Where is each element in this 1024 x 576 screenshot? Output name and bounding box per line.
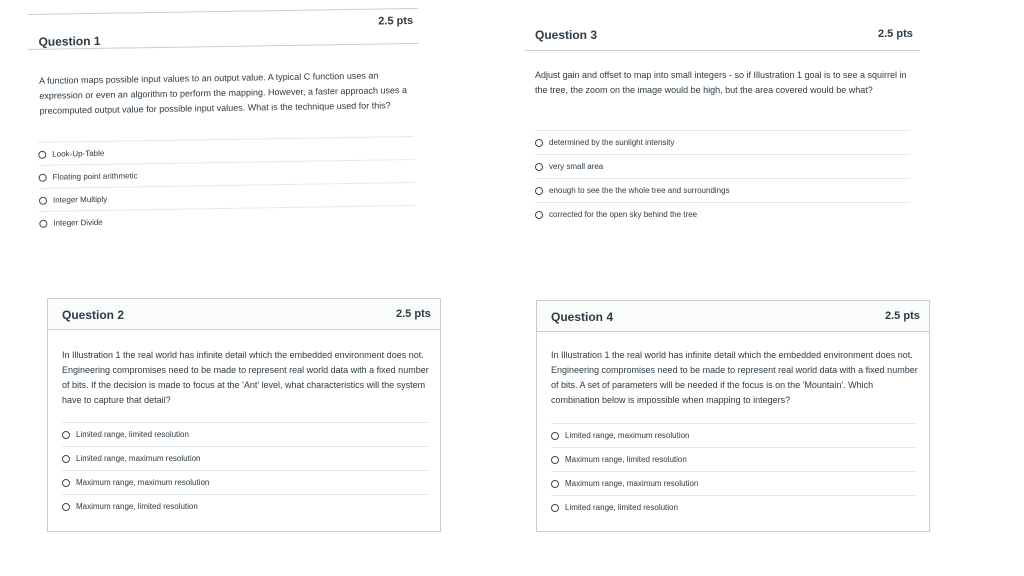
question-points: 2.5 pts — [378, 14, 414, 28]
answer-option[interactable] — [551, 495, 917, 519]
radio-icon[interactable] — [535, 163, 543, 171]
radio-icon[interactable] — [62, 503, 70, 511]
answer-label: Limited range, maximum resolution — [565, 431, 690, 440]
question-header — [537, 301, 929, 332]
answer-option[interactable] — [551, 471, 917, 495]
question-points: 2.5 pts — [396, 308, 431, 320]
answer-label: enough to see the the whole tree and surroundings — [549, 186, 730, 195]
radio-icon[interactable] — [551, 432, 559, 440]
answer-label: Maximum range, maximum resolution — [565, 479, 699, 488]
question-points: 2.5 pts — [878, 28, 913, 40]
question-title: Question 3 — [535, 28, 598, 42]
answer-label: very small area — [549, 162, 604, 171]
answer-label: Limited range, limited resolution — [76, 430, 189, 439]
radio-icon[interactable] — [535, 139, 543, 147]
answer-option[interactable] — [535, 130, 910, 154]
answer-label: Maximum range, limited resolution — [565, 455, 687, 464]
radio-icon[interactable] — [551, 480, 559, 488]
radio-icon[interactable] — [38, 150, 46, 158]
radio-icon[interactable] — [62, 431, 70, 439]
radio-icon[interactable] — [551, 504, 559, 512]
radio-icon[interactable] — [535, 187, 543, 195]
question-header — [48, 299, 440, 330]
answer-label: Integer Multiply — [52, 194, 108, 205]
answer-option[interactable] — [535, 202, 910, 226]
answer-options — [62, 422, 428, 522]
answer-option[interactable] — [551, 423, 917, 447]
question-4-card — [536, 300, 930, 532]
answer-option[interactable] — [62, 494, 428, 518]
radio-icon[interactable] — [39, 219, 47, 227]
question-title: Question 4 — [551, 310, 614, 324]
answer-option[interactable] — [535, 154, 910, 178]
question-3-card — [525, 10, 920, 235]
answer-option[interactable] — [39, 205, 415, 235]
answer-label: Limited range, limited resolution — [565, 503, 678, 512]
answer-options — [535, 130, 910, 230]
answer-option[interactable] — [62, 422, 428, 446]
question-title: Question 2 — [62, 308, 125, 322]
answer-label: Limited range, maximum resolution — [76, 454, 201, 463]
question-points: 2.5 pts — [885, 310, 920, 322]
question-title: Question 1 — [38, 33, 101, 49]
radio-icon[interactable] — [551, 456, 559, 464]
answer-option[interactable] — [62, 470, 428, 494]
answer-label: Maximum range, limited resolution — [76, 502, 198, 511]
answer-option[interactable] — [62, 446, 428, 470]
radio-icon[interactable] — [39, 173, 47, 181]
answer-label: corrected for the open sky behind the tree — [549, 210, 698, 219]
answer-options — [38, 136, 416, 242]
answer-label: Maximum range, maximum resolution — [76, 478, 210, 487]
answer-label: Integer Divide — [53, 217, 103, 228]
answer-label: determined by the sunlight intensity — [549, 138, 675, 147]
answer-options — [551, 423, 917, 523]
question-text: In Illustration 1 the real world has infinite detail which the embedded environment does not. Engineering compromises need to be made to represent real world data with a fixed number of bits. If the decision is made to focus at the 'Ant' level, what characteristics will the system have to capture that detail? — [62, 350, 429, 405]
answer-label: Look-Up-Table — [52, 148, 105, 159]
radio-icon[interactable] — [62, 455, 70, 463]
question-text: A function maps possible input values to an output value. A typical C function uses an expression or even an algorithm to perform the mapping. However, a faster approach uses a precomputed output value for possible input values. What is the technique used for this? — [39, 70, 408, 116]
question-text: In Illustration 1 the real world has infinite detail which the embedded environment does not. Engineering compromises need to be made to represent real world data with a fixed number of bits. A set of parameters will be needed if the focus is on the 'Mountain'. Which combination below is impossible when mapping to integers? — [551, 350, 918, 405]
answer-label: Floating point arithmetic — [52, 171, 138, 182]
question-1-card — [28, 4, 422, 240]
question-2-card — [47, 298, 441, 532]
answer-option[interactable] — [535, 178, 910, 202]
radio-icon[interactable] — [39, 196, 47, 204]
answer-option[interactable] — [551, 447, 917, 471]
question-text: Adjust gain and offset to map into small integers - so if Illustration 1 goal is to see a squirrel in the tree, the zoom on the image would be high, but the area covered would be what? — [535, 70, 907, 95]
question-header — [28, 8, 419, 50]
radio-icon[interactable] — [62, 479, 70, 487]
question-header — [525, 10, 920, 51]
radio-icon[interactable] — [535, 211, 543, 219]
